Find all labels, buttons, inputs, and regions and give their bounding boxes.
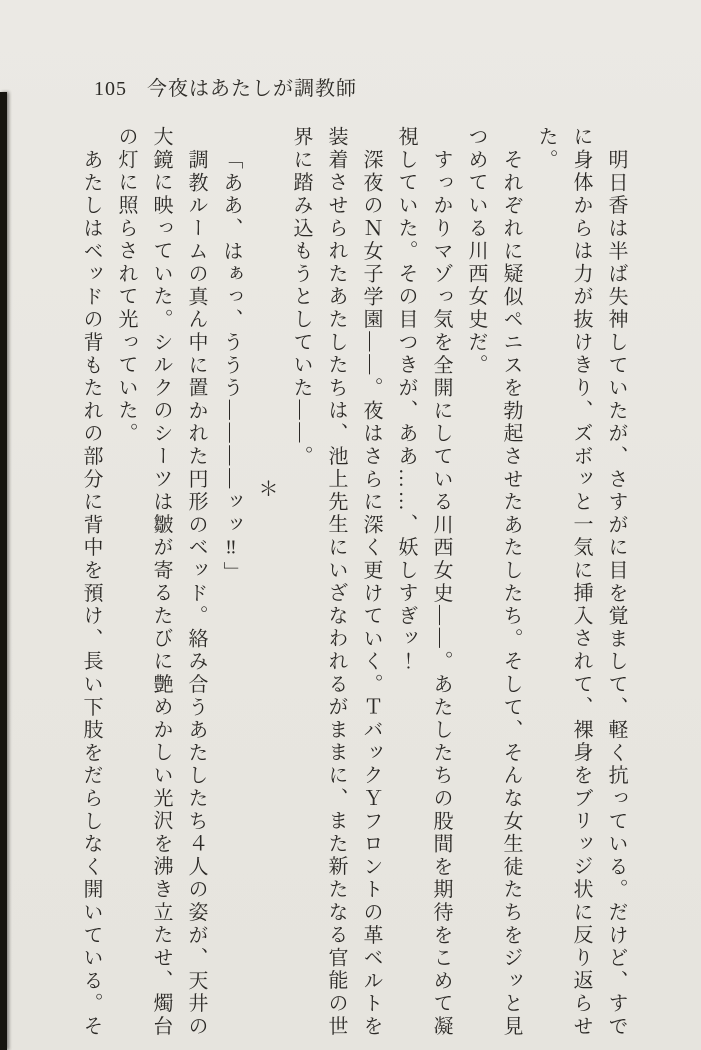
body-text (73, 126, 633, 1042)
chapter-title: 今夜はあたしが調教師 (147, 78, 357, 100)
paragraph: 明日香は半ば失神していたが、さすがに目を覚まして、軽く抗っている。だけど、すでに身体からは力が抜けきり、ズボッと一気に挿入されて、裸身をブリッジ状に反り返らせた。 (535, 126, 627, 1039)
paragraph: 「ああ、はぁっ、ううう――――ッッ‼」 (220, 149, 242, 585)
paragraph: すっかりマゾっ気を全開にしている川西女史――。あたしたちの股間を期待をこめて凝視していた。その目つきが、ああ……、妖しすぎッ！ (395, 126, 452, 1039)
section-separator: ＊ (255, 478, 277, 498)
running-header (94, 72, 357, 101)
paragraph: 調教ルームの真ん中に置かれた円形のベッド。絡み合うあたしたち４人の姿が、天井の大鏡に映っていた。シルクのシーツは皺が寄るたびに艶めかしい光沢を沸き立たせ、燭台の灯に照らされて光っていた。 (115, 126, 207, 1039)
paragraph: 深夜のＮ女子学園――。夜はさらに深く更けていく。ＴバックＹフロントの革ベルトを装着させられたあたしたちは、池上先生にいざなわれるがままに、また新たなる官能の世界に踏み込もうとしていた――。 (290, 126, 382, 1039)
binding-shadow (0, 92, 7, 1050)
page-number: 105 (94, 78, 127, 100)
paragraph: それぞれに疑似ペニスを勃起させたあたしたち。そして、そんな女生徒たちをジッと見つめている川西女史だ。 (465, 126, 522, 1039)
paragraph: あたしはベッドの背もたれの部分に背中を預け、長い下肢をだらしなく開いている。そ (80, 149, 102, 1039)
